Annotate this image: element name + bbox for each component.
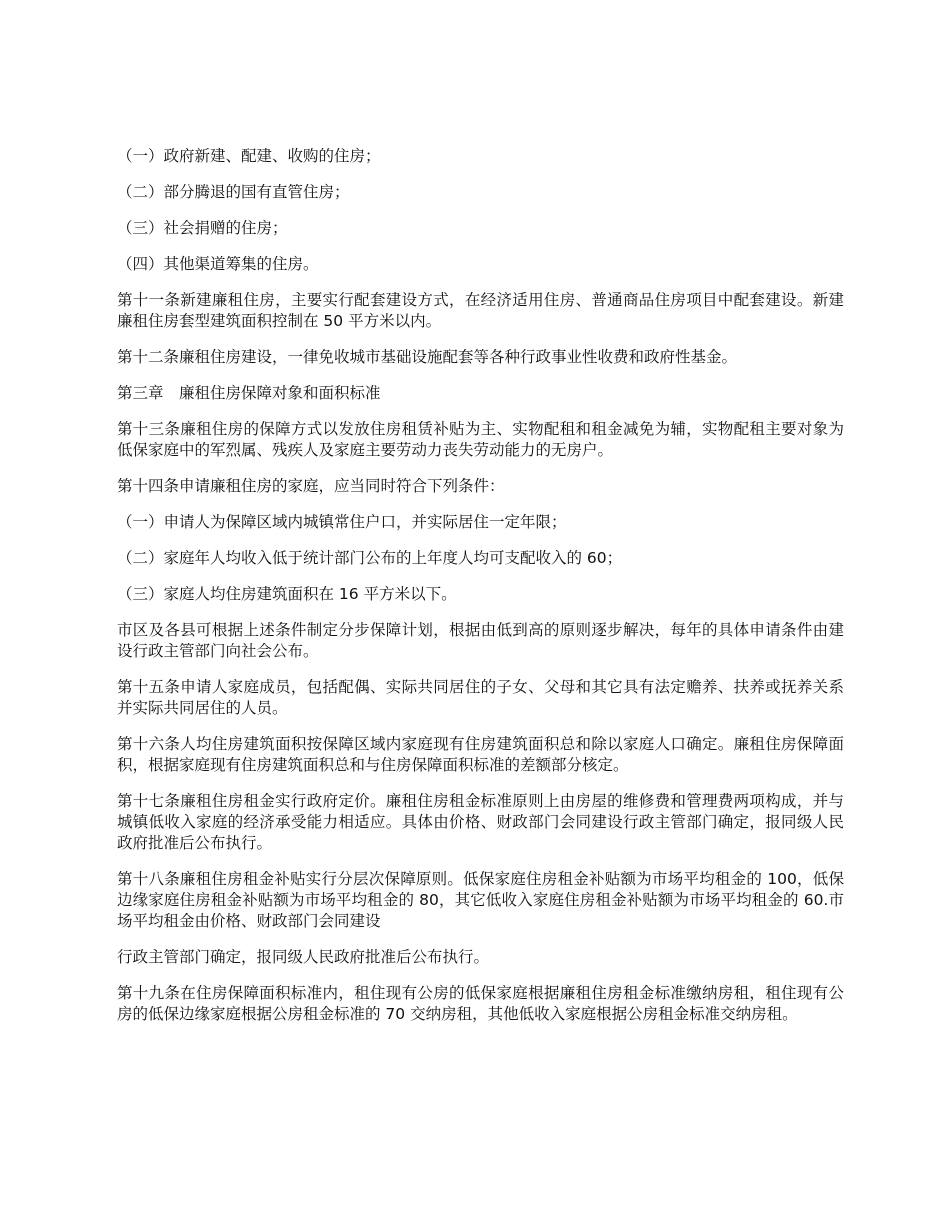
article-18: 第十八条廉租住房租金补贴实行分层次保障原则。低保家庭住房租金补贴额为市场平均租金的 100，低保边缘家庭住房租金补贴额为市场平均租金的 80，其它低收入家庭住房租金补贴额为市场平均租金的 60.市场平均租金由价格、财政部门会同建设 (117, 870, 844, 930)
article-12: 第十二条廉租住房建设，一律免收城市基础设施配套等各种行政事业性收费和政府性基金。 (117, 348, 738, 366)
article-15: 第十五条申请人家庭成员，包括配偶、实际共同居住的子女、父母和其它具有法定赡养、扶养或抚养关系并实际共同居住的人员。 (117, 678, 844, 717)
article-11: 第十一条新建廉租住房，主要实行配套建设方式，在经济适用住房、普通商品住房项目中配套建设。新建廉租住房套型建筑面积控制在 50 平方米以内。 (117, 291, 844, 330)
article-14: 第十四条申请廉租住房的家庭，应当同时符合下列条件： (117, 477, 505, 495)
condition-1: （一）申请人为保障区域内城镇常住户口，并实际居住一定年限； (117, 513, 567, 531)
article-13: 第十三条廉租住房的保障方式以发放住房租赁补贴为主、实物配租和租金减免为辅，实物配租主要对象为低保家庭中的军烈属、残疾人及家庭主要劳动力丧失劳动能力的无房户。 (117, 420, 844, 459)
condition-2: （二）家庭年人均收入低于统计部门公布的上年度人均可支配收入的 60； (117, 549, 623, 567)
list-item-3: （三）社会捐赠的住房； (117, 219, 288, 237)
article-16: 第十六条人均住房建筑面积按保障区域内家庭现有住房建筑面积总和除以家庭人口确定。廉租住房保障面积，根据家庭现有住房建筑面积总和与住房保障面积标准的差额部分核定。 (117, 735, 844, 774)
list-item-2: （二）部分腾退的国有直管住房； (117, 183, 350, 201)
article-19: 第十九条在住房保障面积标准内，租住现有公房的低保家庭根据廉租住房租金标准缴纳房租，租住现有公房的低保边缘家庭根据公房租金标准的 70 交纳房租，其他低收入家庭根据公房租金标准交纳房租。 (117, 984, 844, 1023)
article-17: 第十七条廉租住房租金实行政府定价。廉租住房租金标准原则上由房屋的维修费和管理费两项构成，并与城镇低收入家庭的经济承受能力相适应。具体由价格、财政部门会同建设行政主管部门确定，报同级人民政府批准后公布执行。 (117, 792, 844, 852)
plan-paragraph: 市区及各县可根据上述条件制定分步保障计划，根据由低到高的原则逐步解决，每年的具体申请条件由建设行政主管部门向社会公布。 (117, 621, 844, 660)
condition-3: （三）家庭人均住房建筑面积在 16 平方米以下。 (117, 585, 457, 603)
document-body (117, 146, 844, 1040)
chapter-3-heading: 第三章 廉租住房保障对象和面积标准 (117, 384, 381, 402)
list-item-1: （一）政府新建、配建、收购的住房； (117, 147, 381, 165)
article-18-continued: 行政主管部门确定，报同级人民政府批准后公布执行。 (117, 948, 490, 966)
list-item-4: （四）其他渠道筹集的住房。 (117, 255, 319, 273)
